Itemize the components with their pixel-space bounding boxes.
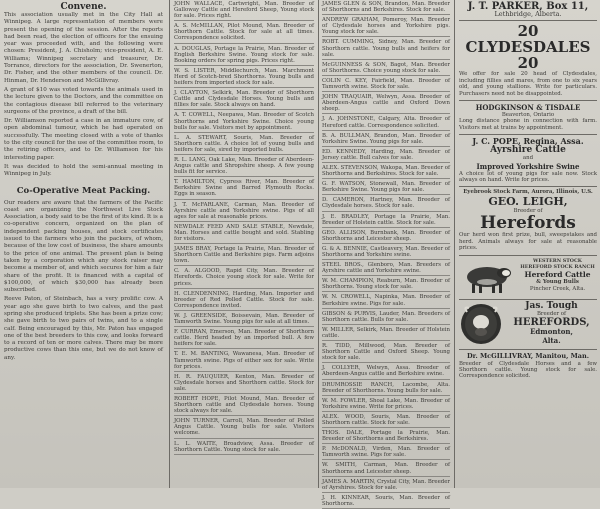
breeder-listing-text: F. CURRAN, Emerson, Man. Breeder of Shorthorn cattle. Herd headed by an imported bull. A few heifers for sale. [174, 329, 314, 348]
ad-hodgkinson-place: Beaverton, Ontario [501, 112, 555, 119]
breeder-listing-text: R. TIDD, Millwood, Man. Breeder of Shorthorn Cattle and Oxford Sheep. Young stock for sale. [322, 343, 450, 362]
article-paragraph: A grant of $10 was voted towards the animals used in the lecture given to the Doctors, and the committee on the contagious disease bill referred to the veterinary surgeons of the province, a draft of the bill. [4, 86, 163, 115]
breeder-listing [322, 445, 450, 460]
breeder-listing [174, 328, 314, 349]
breeder-listing [322, 293, 450, 308]
breeders-directory-column-2 [320, 0, 452, 507]
breeder-listing [174, 67, 314, 88]
ad-leigh-body: Our herd won first prize, bull, sweepstakes and herd. Animals always for sale at reasonable prices. [459, 232, 597, 252]
ad-ranch-sub: & Young Bulls [536, 279, 579, 286]
article-paragraph: Our readers are aware that the farmers of the Pacific coast are organizing the Northwest Live Stock Association, a body said to be the first of its kind. It is a co-operative concern, organized on the plan of independent packing houses, and stock certificates issued to the farmers who join the packers, of whom, because of the low cost of business, the share amounts to the price of one animal. The present plan is being taken by a corporation which any stock raiser may become a member of, and which secures for him a fair share of the profit. It is financed with a capital of $100,000, of which $30,000 has already been subscribed. [4, 199, 163, 294]
breeder-listing [322, 16, 450, 37]
breeder-listing-text: ROBERT HOPE, Pilot Mound, Man. Breeder of Shorthorn cattle and Clydesdale horses. Young stock always for sale. [174, 395, 314, 415]
breeder-listing [322, 148, 450, 163]
breeder-listing [322, 229, 450, 244]
breeder-listing [174, 22, 314, 43]
ad-parker [459, 0, 597, 21]
breeder-listing [322, 245, 450, 260]
ad-tough-name: Jas. Tough [525, 301, 578, 312]
breeder-listing [322, 93, 450, 114]
breeder-listing-text: ALEX. WOOD, Souris, Man. Breeder of Shorthorn cattle. Stock for sale. [322, 413, 450, 426]
breeder-listing [322, 38, 450, 59]
advertisement-column [456, 0, 600, 488]
breeder-listing [322, 261, 450, 276]
breeder-listing-text: McGUINNESS & SON, Bagot, Man. Breeder of Shorthorns. Choice young stock for sale. [322, 61, 450, 74]
breeder-listing-text: W. S. LISTER, Middlechurch, Man. Marchmont Herd of Scotch-bred Shorthorns. Young bulls and heifers from imported stock for sale. [174, 67, 314, 87]
breeder-listing [322, 461, 450, 476]
ad-clydesdales-headline: 20 CLYDESDALES 20 [465, 22, 591, 73]
ad-mcgillivray-body: Breeder of Clydesdale Horses and a few Shorthorn cattle. Young stock for sale. Correspondence solicited. [459, 360, 597, 380]
breeder-listing-text: L. A. STEWART, Souris, Man. Breeder of Shorthorn cattle. A choice lot of young bulls and heifers for sale, sired by imported bulls. [174, 134, 314, 153]
breeder-listing [322, 115, 450, 130]
ad-pope-line3: Improved Yorkshire Swine [476, 161, 580, 171]
ad-pope-name: J. C. POPE, Regina, Assa. [472, 136, 584, 147]
ad-leigh-name: GEO. LEIGH, [488, 194, 568, 208]
breeder-listing [174, 373, 314, 394]
ad-pope-body: A choice lot of young pigs for sale now. Stock always on hand. Write for prices. [459, 170, 597, 184]
ad-pope [459, 135, 597, 187]
breeder-listing [322, 364, 450, 379]
breeder-listing-text: J. A. JOHNSTONE, Calgary, Alta. Breeder of Hereford cattle. Correspondence solicited. [322, 116, 450, 129]
ad-mcgillivray [459, 350, 597, 383]
breeder-listing-text: L. L. WAITE, Broadview, Assa. Breeder of Shorthorn Cattle. Young stock for sale. [174, 440, 314, 453]
breeder-listing [322, 132, 450, 147]
breeder-listing-text: T. HAMILTON, Cypress River, Man. Breeder of Berkshire Swine and Barred Plymouth Rocks. Eggs in season. [174, 179, 314, 198]
breeder-listing-text: GIBSON & PURVIS, Lauder, Man. Breeders of Shorthorn cattle. Bulls for sale. [322, 310, 450, 323]
ad-leigh-sub: Breeder of [513, 207, 543, 214]
breeder-listing-text: J. COLLYER, Welwyn, Assa. Breeder of Aberdeen-Angus cattle and Berkshire swine. [322, 365, 450, 378]
breeder-listing-text: C. A. ALGOOD, Rapid City, Man. Breeder of Herefords. Choice young stock for sale. Write for prices. [174, 268, 314, 287]
breeder-listing-text: J. CLAYTON, Selkirk, Man. Breeder of Shorthorn Cattle and Clydesdale Horses. Young bulls and fillies for sale. Stock always on hand. [174, 90, 314, 109]
ad-clydesdales-body: We offer for sale 20 head of Clydesdales, including fillies and mares, from one to six years old, and young stallions. Write for particulars. Purchasers need not be disappointed. [459, 71, 597, 97]
article-paragraph: Reeve Paton, of Steinbach, has a very prolific cow. A year ago she gave birth to two calves, and the past spring she produced triplets. She has been a prize cow; she gave birth to two pairs of twins, and to a single calf. Being encouraged by this, Mr. Paton has engaged one of the best breeders to this cow, and looks forward to a record of ten or more calves. There may be more productive cows than this one, but we do not know of any. [4, 296, 163, 361]
breeder-listing-text: W. M. CHAMPION, Reaburn, Man. Breeder of Shorthorns. Young stock for sale. [322, 278, 450, 291]
column-rule [318, 0, 319, 488]
breeder-listing-text: H. R. FAUQUIER, Kenton, Man. Breeder of Clydesdale horses and Shorthorn cattle. Stock for sale. [174, 373, 314, 392]
breeder-listing-text: G. F. WATSON, Stonewall, Man. Breeder of Berkshire Swine. Young pigs for sale. [322, 181, 450, 194]
ad-hodgkinson-body: Long distance phone in connection with farm. Visitors met at trains by appointment. [459, 118, 597, 131]
ad-ranch-name: Hereford Cattle [524, 270, 591, 280]
breeder-listing-text: D. CAMERON, Hartney, Man. Breeder of Clydesdale horses. Stock for sale. [322, 197, 450, 210]
ad-tough [459, 300, 597, 350]
breeder-listing [174, 156, 314, 177]
ad-ranch-place: Pincher Creek, Alta. [529, 285, 586, 292]
breeder-listing [322, 61, 450, 76]
breeder-listing [322, 196, 450, 211]
breeder-listing-text: W. M. FOWLER, Shoal Lake, Man. Breeder of Yorkshire swine. Write for prices. [322, 397, 450, 410]
breeder-listing-text: ED. KENNEDY, Harding, Man. Breeder of Jersey cattle. Bull calves for sale. [322, 148, 450, 161]
ad-pope-line2: and [522, 155, 534, 162]
breeder-listing-text: G. & A. BENNIE, Castleavery, Man. Breeder of Shorthorns and Yorkshire swine. [322, 245, 450, 258]
breeder-listing-text: J. H. KINNEAR, Souris, Man. Breeder of Shorthorns. [322, 494, 450, 507]
ad-parker-place: Lethbridge, Alberta. [494, 10, 562, 18]
breeder-listing [322, 180, 450, 195]
breeder-listing-text: P. McDONALD, Virden, Man. Breeder of Tamworth swine. Pigs for sale. [322, 446, 450, 459]
breeder-listing [174, 111, 314, 132]
breeder-listing-text: ALEX. STEVENSON, Wakopa, Man. Breeder of Shorthorns and Berkshires. Stock for sale. [322, 164, 450, 178]
breeder-listing [174, 267, 314, 288]
breeder-listing [322, 326, 450, 341]
ad-hodgkinson-name: HODGKINSON & TISDALE [475, 103, 581, 113]
breeder-listing [174, 312, 314, 327]
breeder-listing [322, 494, 450, 509]
breeder-listing [322, 77, 450, 92]
breeder-listing-text: A. S. McMILLAN, Pilot Mound, Man. Breeder of Shorthorn Cattle. Stock for sale at all times. Correspondence solicited. [174, 23, 314, 42]
breeder-listing [174, 350, 314, 371]
ad-mcgillivray-name: Dr. McGILLIVRAY, Manitou, Man. [467, 351, 589, 360]
column-rule [454, 0, 455, 488]
breeder-listing [174, 245, 314, 266]
breeder-listing-text: JOHN WALLACE, Cartwright, Man. Breeder of Galloway Cattle and Hereford Sheep, Young stock for sale. Prices right. [174, 1, 314, 20]
breeder-listing-text: JAMES GLEN & SON, Brandon, Man. Breeder of Shorthorns and Berkshires. Stock for sale. [322, 1, 450, 14]
breeder-listing-text: JOHN TRAQUAIR, Welwyn, Assa. Breeder of Aberdeen-Angus cattle and Oxford Down sheep. [322, 94, 450, 113]
breeder-listing-text: W. SMITH, Carman, Man. Breeder of Shorthorns and Leicester sheep. [322, 462, 450, 475]
ad-leigh-top: Eyebrook Stock Farm, Aurora, Illinois, U.S. [463, 189, 593, 196]
breeder-listing-text: W. J. GREENSIDE, Boissevain, Man. Breeder of Tamworth Swine. Young pigs for sale at all times. [174, 312, 314, 326]
ad-tough-breed: HEREFORDS, [513, 316, 590, 328]
breeder-listing [322, 342, 450, 363]
breeder-listing [322, 0, 450, 15]
article-paragraph: Dr. Williamson reported a case in an immature cow, of open abdominal tumour, which he had operated on successfully. The meeting closed with a vote of thanks to the city council for the use of the committee room, to the retiring officers, and to Dr. Williamson for his interesting paper. [4, 118, 163, 161]
ad-ranch-top: WESTERN STOCK HEREFORD STOCK RANCH [520, 257, 595, 270]
breeder-listing-text: STEEL BROS., Glenboro, Man. Breeders of Ayrshire cattle and Yorkshire swine. [322, 262, 450, 275]
breeder-listing-text: W. MILLER, Selkirk, Man. Breeder of Holstein cattle. [322, 326, 450, 339]
breeder-listing-text: COLIN C. KEY, Fairfield, Man. Breeder of Tamworth swine. Stock for sale. [322, 77, 450, 91]
breeder-listing [322, 397, 450, 412]
breeder-listing [174, 395, 314, 416]
ad-hereford-ranch [459, 256, 597, 300]
ad-pope-line: Ayrshire Cattle [490, 145, 566, 156]
breeder-listing-text: H. CLENDENNING, Harding, Man. Importer and breeder of Red Polled Cattle. Stock for sale. Correspondence invited. [174, 290, 314, 309]
breeder-listing [322, 277, 450, 292]
breeder-listing-text: JOHN TURNER, Carroll, Man. Breeder of Polled Angus Cattle. Young bulls for sale. Visitors welcome. [174, 418, 314, 437]
breeder-listing-text: JAMES A. MARTIN, Crystal City, Man. Breeder of Ayrshires. Stock for sale. [322, 478, 451, 491]
article-column [0, 0, 166, 488]
breeder-listing [174, 89, 314, 110]
breeder-listing [174, 223, 314, 244]
breeder-listing [322, 310, 450, 325]
ad-tough-place2: Alta. [542, 335, 561, 345]
breeder-listing-text: R. L. LANG, Oak Lake, Man. Breeder of Aberdeen-Angus cattle and Shropshire sheep. A few young bulls fit for service. [174, 156, 314, 176]
breeder-listing [174, 417, 314, 438]
breeder-listing [174, 201, 314, 222]
breeder-listing-text: THOS. DALE, Portage la Prairie, Man. Breeder of Shorthorns and Berkshires. [322, 430, 450, 443]
breeder-listing-text: NEWDALE FEED AND SALE STABLE, Newdale, Man. Horses and cattle bought and sold. Stabling for visitors. [174, 223, 314, 242]
breeder-listing-text: A. DOUGLAS, Portage la Prairie, Man. Breeder of English Berkshire Swine. Young stock for sale. Booking orders for spring pigs. Prices right. [174, 45, 314, 64]
column-rule [169, 0, 170, 488]
ad-leigh-breed: Herefords [480, 213, 576, 234]
breeder-listing-text: J. E. BRADLEY, Portage la Prairie, Man. Breeder of Holstein cattle. Stock for sale. [322, 213, 450, 226]
breeder-listing-text: DRUMROSSIE RANCH, Lacombe, Alta. Breeder of Shorthorns. Young bulls for sale. [322, 381, 450, 394]
breeder-listing [322, 413, 450, 428]
breeder-listing [174, 45, 314, 66]
breeder-listing [322, 381, 450, 396]
breeder-listing [174, 440, 314, 455]
breeder-listing-text: GEO. ALLISON, Burnbank, Man. Breeder of Shorthorns and Leicester sheep. [322, 229, 450, 242]
ad-hodgkinson [459, 101, 597, 135]
ad-tough-place: Edmonton, [530, 326, 573, 336]
article-paragraph: It was decided to hold the semi-annual meeting in Winnipeg in July. [4, 163, 163, 178]
breeder-listing-text: JAMES BRAY, Portage la Prairie, Man. Breeder of Shorthorn Cattle and Berkshire pigs. Farm adjoins town. [174, 246, 314, 265]
breeder-listing-text: ROBT. CUMMING, Sidney, Man. Breeder of Shorthorn cattle. Young bulls and heifers for sale. [322, 39, 450, 58]
breeder-listing-text: B. A. BULLMAN, Brandon, Man. Breeder of Yorkshire Swine. Young pigs for sale. [322, 132, 450, 145]
bull-portrait-illustration [459, 302, 503, 346]
article-body-meat-packing [4, 200, 163, 363]
breeder-listing [322, 478, 450, 493]
article-heading-meat-packing: Co-Operative Meat Packing. [16, 185, 151, 196]
breeder-listing [174, 134, 314, 155]
ad-leigh [459, 187, 597, 255]
breeders-directory-column-1 [172, 0, 316, 488]
ad-tough-sub: Breeder of [536, 311, 567, 318]
breeder-listing [322, 213, 450, 228]
breeder-listing [322, 164, 450, 179]
article-body [4, 12, 163, 179]
cow-illustration [459, 260, 515, 294]
breeder-listing [174, 290, 314, 311]
article-heading: Convene. [60, 2, 107, 12]
breeder-listing [174, 0, 314, 21]
breeder-listing [174, 178, 314, 199]
breeder-listing-text: A. T. COWELL, Neepawa, Man. Breeder of Scotch Shorthorns and Yorkshire Swine. Choice young bulls for sale. Visitors met by appointment. [174, 112, 314, 131]
breeder-listing-text: T. E. M. BANTING, Wawanesa, Man. Breeder of Tamworth swine. Pigs of either sex for sale. Write for prices. [174, 351, 314, 370]
ad-parker-name: J. T. PARKER, Box 11, [467, 1, 589, 12]
ad-clydesdales [459, 21, 597, 101]
breeder-listing [322, 429, 450, 444]
breeder-listing-text: W. N. CROWELL, Napinka, Man. Breeder of Berkshire swine. Pigs for sale. [322, 294, 450, 307]
article-paragraph: This association usually met in the City Hall at Winnipeg. A large representation of members were present the opening of the session. After the reports had been read, the election of officers for the ensuing year was proceeded with, and the following were chosen: President, J. A. Chisholm; vice-president, A. E. Williams; Winnipeg secretary and treasurer, Dr. Torrance, directors for the association, Dr. Swenerton, Dr. Fisher, and the other members of the council. Dr. Hinman, Dr. Henderson and McGillivray. [4, 12, 163, 84]
breeder-listing-text: ANDREW GRAHAM, Pomeroy, Man. Breeder of Clydesdale horses and Yorkshire pigs. Young stock for sale. [322, 17, 450, 36]
breeder-listing-text: J. T. McFARLANE, Carman, Man. Breeder of Ayrshire cattle and Yorkshire swine. Pigs of all ages for sale at reasonable prices. [174, 201, 314, 220]
